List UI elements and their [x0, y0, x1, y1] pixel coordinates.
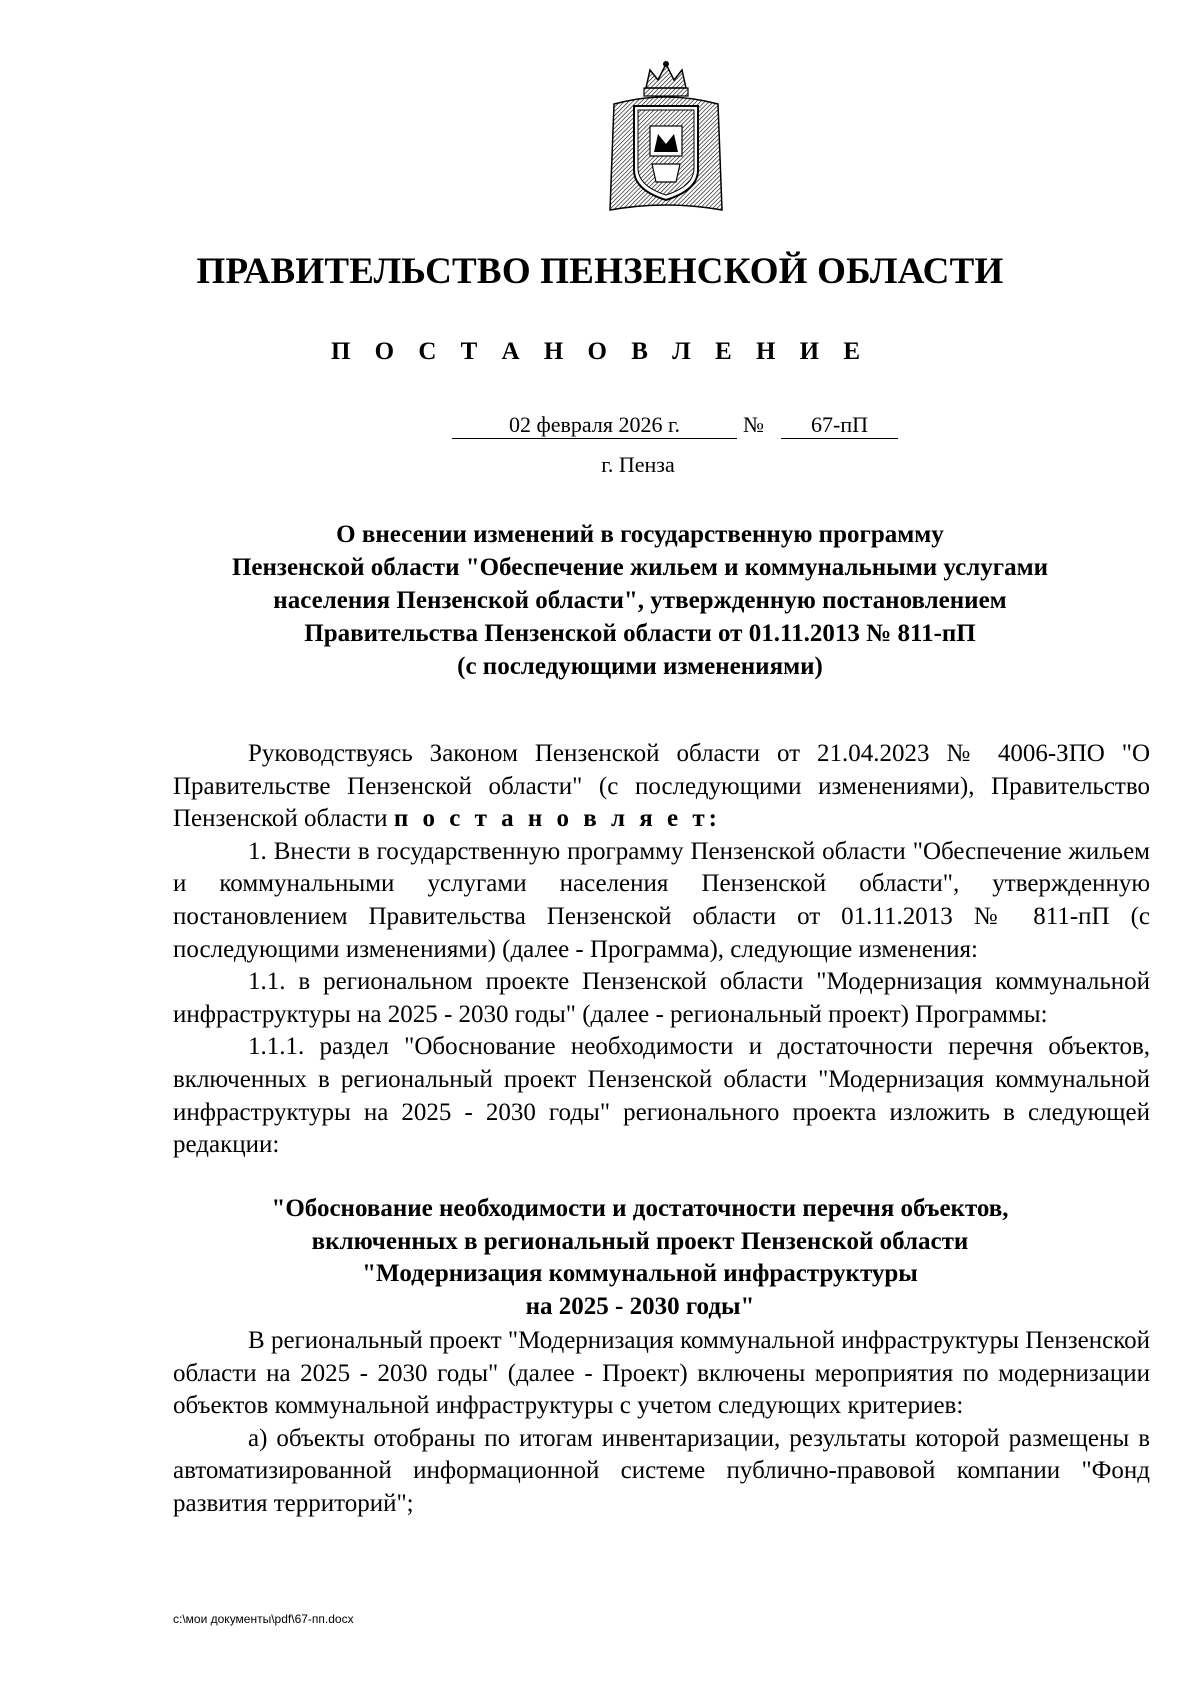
subject-line: Правительства Пензенской области от 01.11.2013 № 811-пП [304, 620, 976, 647]
preamble [173, 738, 1150, 836]
city: г. Пенза [601, 452, 675, 477]
subject-line: населения Пензенской области", утвержденную постановлением [273, 587, 1007, 614]
document-date: 02 февраля 2026 г. [452, 412, 737, 439]
section-heading-line: "Модернизация коммунальной инфраструктуры [362, 1260, 918, 1288]
section-heading-line: "Обоснование необходимости и достаточности перечня объектов, [271, 1195, 1009, 1222]
criteria-item-a: а) объекты отобраны по итогам инвентаризации, результаты которой размещены в автоматизированной информационной системе публично-правовой компании "Фонд развития территорий"; [173, 1424, 1150, 1517]
coat-of-arms-icon [606, 60, 726, 218]
number-sign: № [743, 412, 764, 437]
paragraph-1-1-1: 1.1.1. раздел "Обоснование необходимости и достаточности перечня объектов, включенных в региональный проект Пензенской области "Модернизация коммунальной инфраструктуры на 2025 - 2030 годы" регионального проекта изложить в следующей редакции: [173, 1033, 1150, 1159]
preamble-text: Руководствуясь Законом Пензенской области от 21.04.2023 № 4006-ЗПО "О Правительстве Пензенской области" (с последующими изменениями), Правительство Пензенской области [173, 740, 1150, 833]
section-heading [140, 1193, 1140, 1323]
subject-line: (с последующими изменениями) [457, 653, 823, 680]
government-title: ПРАВИТЕЛЬСТВО ПЕНЗЕНСКОЙ ОБЛАСТИ [196, 251, 1004, 292]
section-heading-line: на 2025 - 2030 годы" [525, 1292, 755, 1320]
decree-word: п о с т а н о в л я е т: [393, 805, 722, 833]
subject-line: Пензенской области "Обеспечение жильем и коммунальными услугами [231, 554, 1049, 581]
document-subject [140, 518, 1140, 683]
subject-line: О внесении изменений в государственную программу [336, 521, 944, 548]
section-body [173, 1325, 1150, 1521]
document-number: 67-пП [781, 412, 898, 439]
paragraph-1: 1. Внести в государственную программу Пензенской области "Обеспечение жильем и коммунальными услугами населения Пензенской области", утвержденную постановлением Правительства Пензенской области от 01.11.2013 № 811-пП (с последующими изменениями) (далее - Программа), следующие изменения: [173, 837, 1150, 963]
file-path-footer: c:\мои документы\pdf\67-пп.docx [173, 1612, 354, 1626]
paragraph-1-1: 1.1. в региональном проекте Пензенской области "Модернизация коммунальной инфраструктуры на 2025 - 2030 годы" (далее - региональный проект) Программы: [173, 968, 1150, 1028]
section-intro: В региональный проект "Модернизация коммунальной инфраструктуры Пензенской области на 2025 - 2030 годы" (далее - Проект) включены мероприятия по модернизации объектов коммунальной инфраструктуры с учетом следующих критериев: [173, 1327, 1150, 1420]
section-heading-line: включенных в региональный проект Пензенской области [311, 1227, 969, 1255]
document-type: П О С Т А Н О В Л Е Н И Е [330, 338, 870, 365]
document-body [173, 738, 1150, 1162]
